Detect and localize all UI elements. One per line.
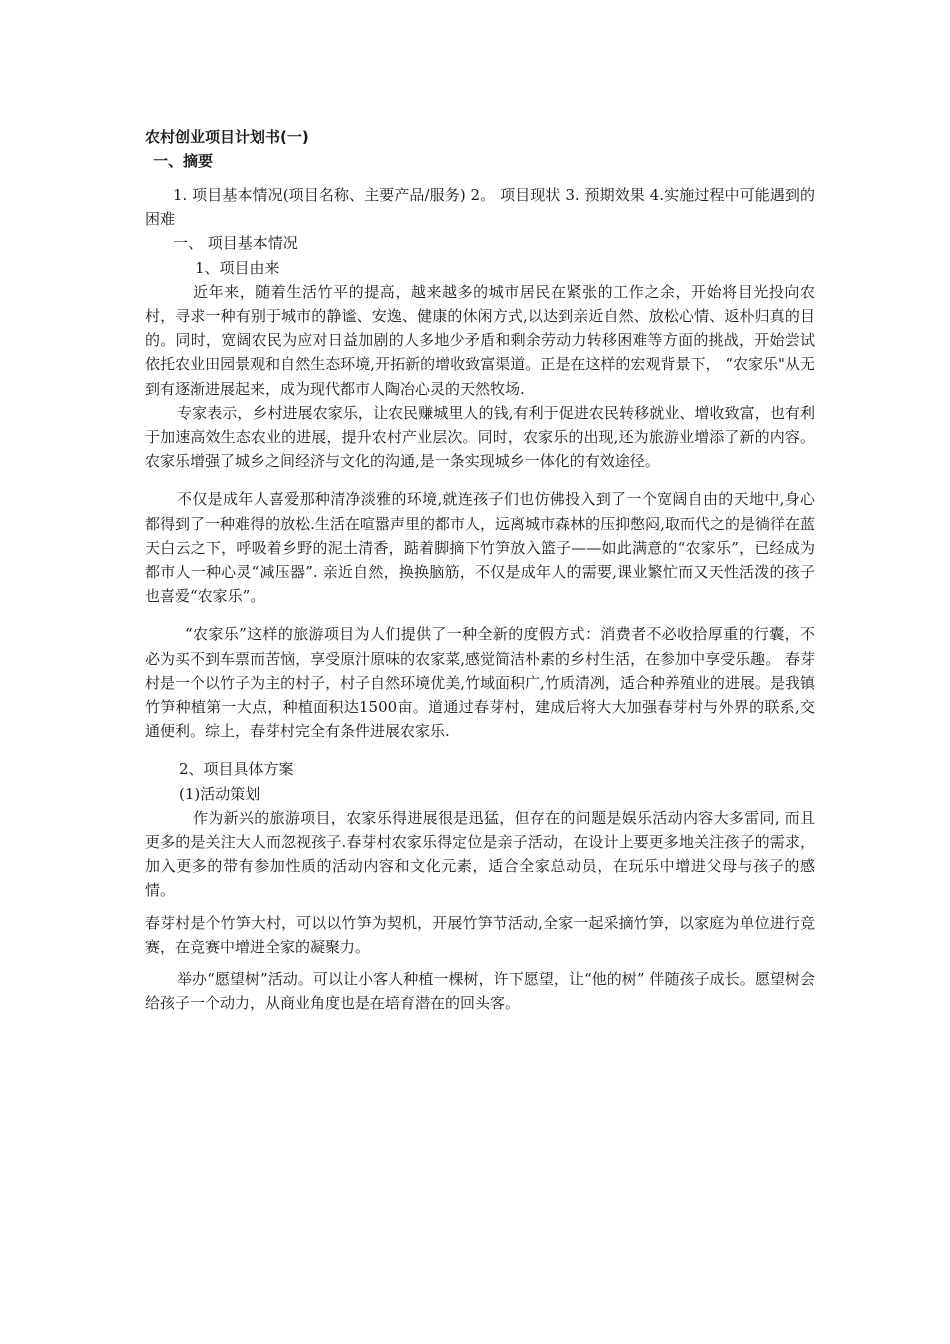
spacer [145, 608, 815, 622]
spacer [145, 473, 815, 487]
document-body [145, 125, 815, 1016]
paragraph-background: 近年来，随着生活竹平的提高，越来越多的城市居民在紧张的工作之余，开始将目光投向农村，寻求一种有别于城市的静谧、安逸、健康的休闲方式,以达到亲近自然、放松心情、返朴归真的目的。同时，宽阔农民为应对日益加剧的人多地少矛盾和剩余劳动力转移困难等方面的挑战，开始尝试依托农业田园景观和自然生态环境,开拓新的增收致富渠道。正是在这样的宏观背景下， “农家乐"从无到有逐渐进展起来，成为现代都市人陶冶心灵的天然牧场. [145, 282, 815, 398]
outline-paragraph: 1. 项目基本情况(项目名称、主要产品/服务) 2。 项目现状 3. 预期效果 4.实施过程中可能遇到的困难 [145, 186, 815, 229]
subheading-project-origin: 1、项目由来 [195, 258, 280, 277]
paragraph-expert-view: 专家表示，乡村进展农家乐，让农民赚城里人的钱,有利于促进农民转移就业、增收致富，也有利于加速高效生态农业的进展，提升农村产业层次。同时，农家乐的出现,还为旅游业增添了新的内容。农家乐增强了城乡之间经济与文化的沟通,是一条实现城乡一体化的有效途径。 [145, 403, 815, 471]
paragraph-activity-positioning: 作为新兴的旅游项目，农家乐得进展很是迅猛，但存在的问题是娱乐活动内容大多雷同, 而且更多的是关注大人而忽视孩子.春芽村农家乐得定位是亲子活动，在设计上要更多地关注孩子的需求，加入更多的带有参加性质的活动内容和文化元素，适合全家总动员，在玩乐中增进父母与孩子的感情。 [145, 808, 815, 900]
spacer [145, 903, 815, 911]
subheading-activity-planning: (1)活动策划 [179, 784, 261, 803]
spacer [145, 959, 815, 967]
subheading-specific-plan: 2、项目具体方案 [179, 760, 294, 779]
document-title: 农村创业项目计划书(一) [145, 128, 309, 146]
section-heading-summary: 一、摘要 [153, 152, 214, 170]
paragraph-village-conditions: “农家乐”这样的旅游项目为人们提供了一种全新的度假方式：消费者不必收拾厚重的行囊，不必为买不到车票而苦恼，享受原汁原味的农家菜,感觉简洁朴素的乡村生活，在参加中享受乐趣。 春芽村是一个以竹子为主的村子，村子自然环境优美,竹域面积广,竹质清冽，适合种养殖业的进展。是我镇竹笋种植第一大点，种植面积达1500亩。道通过春芽村，建成后将大大加强春芽村与外界的联系,交通便利。综上，春芽村完全有条件进展农家乐. [145, 625, 815, 741]
paragraph-bamboo-festival: 春芽村是个竹笋大村，可以以竹笋为契机，开展竹笋节活动,全家一起采摘竹笋，以家庭为单位进行竞赛，在竞赛中增进全家的凝聚力。 [145, 913, 815, 956]
paragraph-wish-tree: 举办“愿望树”活动。可以让小客人种植一棵树，许下愿望，让“他的树” 伴随孩子成长。愿望树会给孩子一个动力，从商业角度也是在培育潜在的回头客。 [145, 970, 815, 1013]
spacer [145, 743, 815, 757]
subheading-project-basics: 一、 项目基本情况 [173, 234, 298, 253]
paragraph-children-appeal: 不仅是成年人喜爱那种清净淡雅的环境,就连孩子们也仿佛投入到了一个宽阔自由的天地中,身心都得到了一种难得的放松.生活在喧嚣声里的都市人，远离城市森林的压抑憋闷,取而代之的是徜徉在蓝天白云之下，呼吸着乡野的泥土清香，踮着脚摘下竹笋放入篮子——如此满意的“农家乐”，已经成为都市人一种心灵“减压器”. 亲近自然，换换脑筋，不仅是成年人的需要,课业繁忙而又天性活泼的孩子也喜爱“农家乐”。 [145, 490, 815, 606]
